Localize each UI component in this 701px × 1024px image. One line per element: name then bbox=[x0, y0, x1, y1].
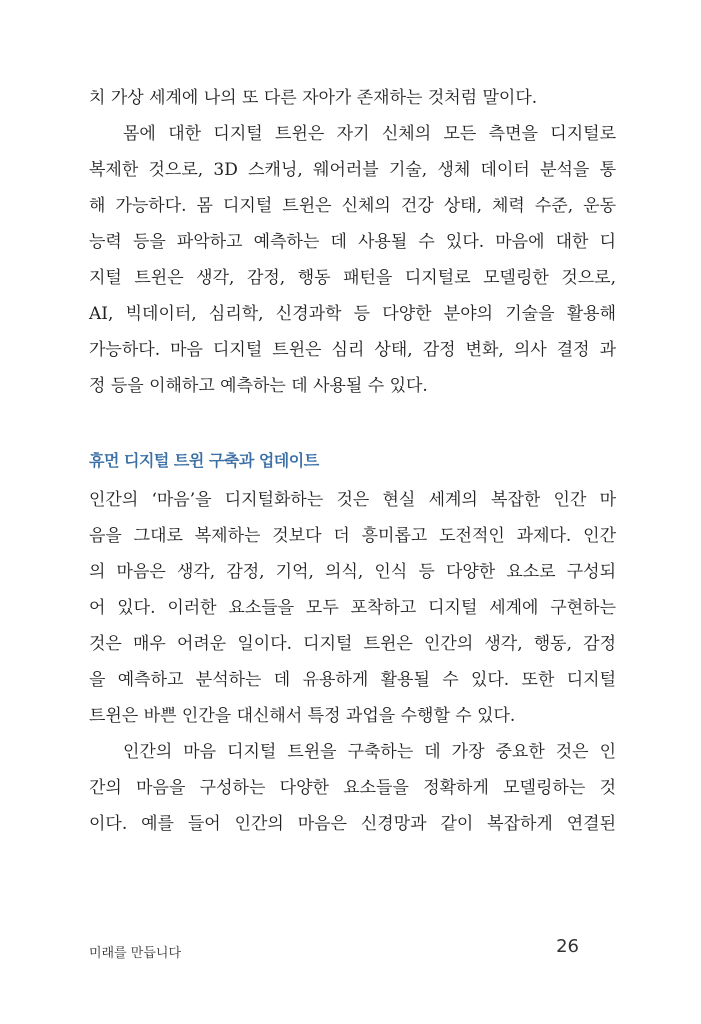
paragraph-3-line: 음을 그대로 복제하는 것보다 더 흥미롭고 도전적인 과제다. 인간 bbox=[89, 526, 616, 546]
paragraph-4-line: 이다. 예를 들어 인간의 마음은 신경망과 같이 복잡하게 연결된 bbox=[89, 814, 616, 834]
paragraph-4-line: 인간의 마음 디지털 트윈을 구축하는 데 가장 중요한 것은 인 bbox=[123, 742, 616, 762]
paragraph-2-line: 몸에 대한 디지털 트윈은 자기 신체의 모든 측면을 디지털로 bbox=[123, 124, 616, 144]
paragraph-2-line: 복제한 것으로, 3D 스캐닝, 웨어러블 기술, 생체 데이터 분석을 통 bbox=[89, 160, 616, 180]
paragraph-3-line: 인간의 ‘마음’을 디지털화하는 것은 현실 세계의 복잡한 인간 마 bbox=[89, 490, 616, 510]
paragraph-3-line: 어 있다. 이러한 요소들을 모두 포착하고 디지털 세계에 구현하는 bbox=[89, 598, 616, 618]
section-heading: 휴먼 디지털 트윈 구축과 업데이트 bbox=[89, 451, 319, 470]
paragraph-2-line: 정 등을 이해하고 예측하는 데 사용될 수 있다. bbox=[89, 376, 428, 396]
paragraph-2-line: 가능하다. 마음 디지털 트윈은 심리 상태, 감정 변화, 의사 결정 과 bbox=[89, 340, 616, 360]
body-text-top bbox=[89, 80, 616, 404]
body-text-bottom bbox=[89, 482, 616, 842]
paragraph-2-line: AI, 빅데이터, 심리학, 신경과학 등 다양한 분야의 기술을 활용해 bbox=[89, 304, 616, 324]
paragraph-2-line: 지털 트윈은 생각, 감정, 행동 패턴을 디지털로 모델링한 것으로, bbox=[89, 268, 616, 288]
paragraph-3-line: 을 예측하고 분석하는 데 유용하게 활용될 수 있다. 또한 디지털 bbox=[89, 670, 616, 690]
paragraph-3-line: 것은 매우 어려운 일이다. 디지털 트윈은 인간의 생각, 행동, 감정 bbox=[89, 634, 616, 654]
paragraph-2-line: 능력 등을 파악하고 예측하는 데 사용될 수 있다. 마음에 대한 디 bbox=[89, 232, 616, 252]
paragraph-1-line: 치 가상 세계에 나의 또 다른 자아가 존재하는 것처럼 말이다. bbox=[89, 88, 538, 108]
running-footer-title: 미래를 만듭니다 bbox=[89, 946, 182, 961]
page-number: 26 bbox=[556, 936, 579, 957]
paragraph-2-line: 해 가능하다. 몸 디지털 트윈은 신체의 건강 상태, 체력 수준, 운동 bbox=[89, 196, 616, 216]
paragraph-3-line: 트윈은 바쁜 인간을 대신해서 특정 과업을 수행할 수 있다. bbox=[89, 706, 516, 726]
paragraph-3-line: 의 마음은 생각, 감정, 기억, 의식, 인식 등 다양한 요소로 구성되 bbox=[89, 562, 616, 582]
paragraph-4-line: 간의 마음을 구성하는 다양한 요소들을 정확하게 모델링하는 것 bbox=[89, 778, 616, 798]
